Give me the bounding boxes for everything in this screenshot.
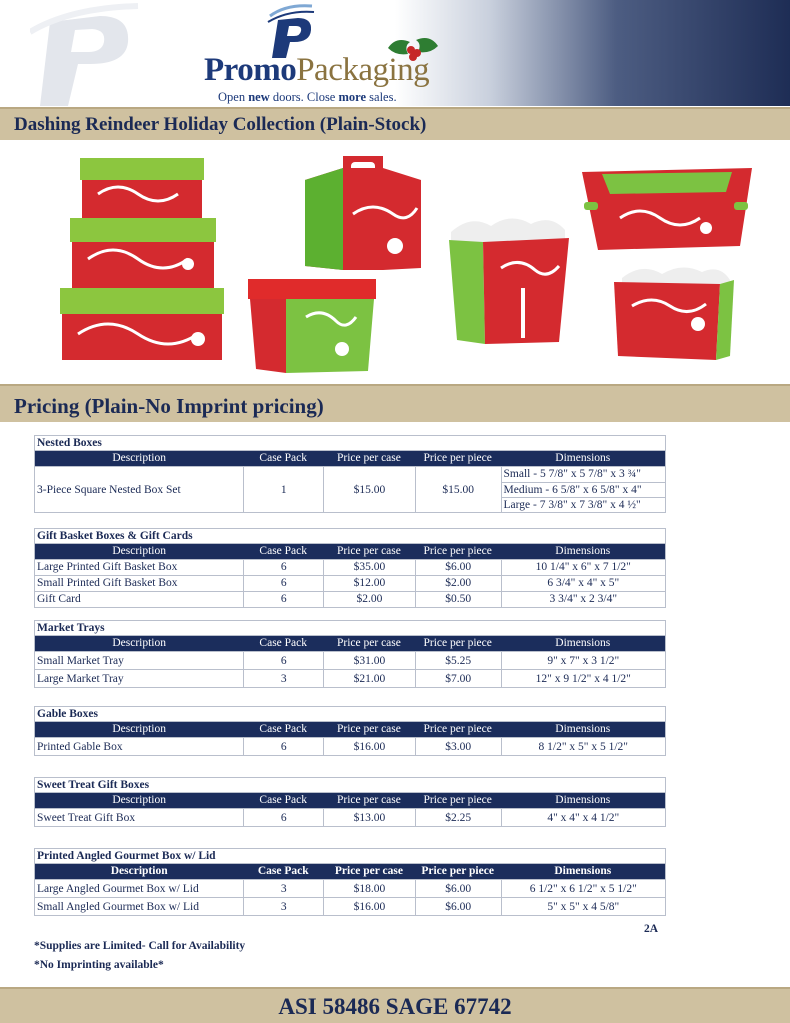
cell-price-piece: $5.25 [415, 652, 501, 669]
dim-small: Small - 5 7/8" x 5 7/8" x 3 ¾" [503, 468, 641, 480]
cell-description: 3-Piece Square Nested Box Set [37, 483, 181, 496]
col-case-pack: Case Pack [259, 545, 308, 557]
col-dimensions: Dimensions [555, 452, 611, 464]
table-header [35, 636, 665, 651]
small-gift-basket-box-image [612, 262, 736, 362]
cell-dimensions: 3 3/4" x 2 3/4" [501, 592, 665, 607]
cell-price-case: $21.00 [323, 670, 415, 687]
pricing-title: Pricing (Plain-No Imprint pricing) [14, 394, 324, 418]
nested-boxes-table [34, 435, 666, 513]
cell-price-piece: $6.00 [415, 898, 501, 915]
cell-case-pack: 6 [243, 809, 323, 826]
cell-price-piece: $6.00 [415, 880, 501, 897]
cell-price-case: $18.00 [323, 880, 415, 897]
cell-dimensions: 5" x 5" x 4 5/8" [501, 898, 665, 915]
nested-boxes-image [58, 154, 226, 362]
collection-title: Dashing Reindeer Holiday Collection (Plain-Stock) [14, 114, 427, 135]
col-description: Description [110, 865, 168, 877]
col-price-per-piece: Price per piece [423, 723, 492, 735]
cell-description: Large Market Tray [37, 673, 124, 685]
gourmet-box-table [34, 848, 666, 916]
note-no-imprint: *No Imprinting available* [34, 959, 164, 971]
cell-price-piece: $15.00 [415, 467, 501, 512]
cell-case-pack: 6 [243, 652, 323, 669]
cell-description: Small Printed Gift Basket Box [37, 577, 178, 589]
col-dimensions: Dimensions [554, 865, 612, 877]
cell-dimensions: 6 1/2" x 6 1/2" x 5 1/2" [501, 880, 665, 897]
cell-case-pack: 3 [243, 880, 323, 897]
table-header [35, 451, 665, 466]
product-photos [0, 140, 790, 384]
dim-medium: Medium - 6 5/8" x 6 5/8" x 4" [502, 482, 665, 497]
col-case-pack: Case Pack [257, 865, 309, 877]
col-price-per-piece: Price per piece [423, 452, 492, 464]
table-row [35, 897, 665, 915]
table-title: Gift Basket Boxes & Gift Cards [35, 529, 665, 544]
gable-box-image [303, 154, 423, 272]
cell-price-piece: $2.00 [415, 576, 501, 591]
gift-basket-table [34, 528, 666, 608]
cell-dimensions: 6 3/4" x 4" x 5" [501, 576, 665, 591]
table-title: Sweet Treat Gift Boxes [35, 778, 665, 793]
cell-dimensions: 12" x 9 1/2" x 4 1/2" [501, 670, 665, 687]
col-price-per-piece: Price per piece [423, 545, 492, 557]
cell-price-case: $2.00 [323, 592, 415, 607]
gable-boxes-table [34, 706, 666, 756]
col-description: Description [112, 637, 166, 649]
col-dimensions: Dimensions [555, 794, 611, 806]
cell-dimensions [501, 467, 665, 512]
col-description: Description [112, 794, 166, 806]
cell-price-case: $13.00 [323, 809, 415, 826]
table-header [35, 793, 665, 808]
col-dimensions: Dimensions [555, 723, 611, 735]
table-header [35, 544, 665, 559]
col-case-pack: Case Pack [259, 794, 308, 806]
col-description: Description [112, 545, 166, 557]
cell-dimensions: 8 1/2" x 5" x 5 1/2" [501, 738, 665, 755]
table-header [35, 722, 665, 737]
sweet-treat-box-image [246, 277, 378, 377]
col-dimensions: Dimensions [555, 545, 611, 557]
sweet-treat-table [34, 777, 666, 827]
table-row [35, 737, 665, 755]
cell-description: Small Angled Gourmet Box w/ Lid [37, 901, 199, 913]
col-price-per-piece: Price per piece [421, 865, 494, 877]
table-row [35, 651, 665, 669]
cell-price-piece: $7.00 [415, 670, 501, 687]
dim-large: Large - 7 3/8" x 7 3/8" x 4 ½" [502, 497, 665, 512]
col-price-per-case: Price per case [334, 865, 403, 877]
table-row [35, 879, 665, 897]
cell-description: Gift Card [37, 593, 81, 605]
cell-case-pack: 6 [243, 738, 323, 755]
cell-description: Printed Gable Box [37, 741, 123, 753]
note-supplies: *Supplies are Limited- Call for Availability [34, 940, 246, 952]
col-price-per-case: Price per case [337, 637, 401, 649]
cell-price-case: $15.00 [323, 467, 415, 512]
table-row [35, 669, 665, 687]
table-row [35, 575, 665, 591]
brand-tagline: Open new doors. Close more sales. [218, 90, 397, 104]
table-title: Printed Angled Gourmet Box w/ Lid [35, 849, 665, 864]
col-price-per-case: Price per case [337, 794, 401, 806]
cell-price-case: $12.00 [323, 576, 415, 591]
cell-price-case: $16.00 [323, 898, 415, 915]
cell-description: Small Market Tray [37, 655, 124, 667]
cell-price-case: $31.00 [323, 652, 415, 669]
gift-basket-box-image [445, 218, 571, 348]
col-dimensions: Dimensions [555, 637, 611, 649]
table-title: Gable Boxes [35, 707, 665, 722]
footer-codes: ASI 58486 SAGE 67742 [278, 994, 512, 1019]
cell-case-pack: 3 [243, 898, 323, 915]
table-row [35, 466, 665, 512]
cell-price-piece: $6.00 [415, 560, 501, 575]
cell-description: Large Angled Gourmet Box w/ Lid [37, 883, 199, 895]
col-price-per-piece: Price per piece [423, 637, 492, 649]
col-case-pack: Case Pack [259, 723, 308, 735]
header-banner [0, 0, 790, 106]
cell-price-piece: $3.00 [415, 738, 501, 755]
cell-dimensions: 4" x 4" x 4 1/2" [501, 809, 665, 826]
watermark-p-icon [30, 2, 140, 106]
cell-description: Large Printed Gift Basket Box [37, 561, 178, 573]
table-row [35, 808, 665, 826]
brand-logo-text: PromoPackaging [204, 52, 430, 88]
pricing-title-bar [0, 384, 790, 422]
page-code: 2A [644, 923, 659, 935]
cell-price-case: $16.00 [323, 738, 415, 755]
cell-case-pack: 3 [243, 670, 323, 687]
col-price-per-case: Price per case [337, 452, 401, 464]
market-tray-image [580, 162, 754, 252]
footer-bar [0, 987, 790, 1023]
cell-price-piece: $0.50 [415, 592, 501, 607]
col-price-per-case: Price per case [337, 723, 401, 735]
col-price-per-case: Price per case [337, 545, 401, 557]
cell-dimensions: 10 1/4" x 6" x 7 1/2" [501, 560, 665, 575]
cell-price-case: $35.00 [323, 560, 415, 575]
collection-title-bar [0, 107, 790, 140]
table-title: Nested Boxes [35, 436, 665, 451]
cell-description: Sweet Treat Gift Box [37, 812, 136, 824]
table-title: Market Trays [35, 621, 665, 636]
col-case-pack: Case Pack [259, 637, 308, 649]
cell-case-pack: 6 [243, 592, 323, 607]
table-header [35, 864, 665, 879]
col-case-pack: Case Pack [259, 452, 308, 464]
col-description: Description [112, 452, 166, 464]
cell-case-pack: 6 [243, 560, 323, 575]
cell-price-piece: $2.25 [415, 809, 501, 826]
cell-case-pack: 1 [243, 467, 323, 512]
col-price-per-piece: Price per piece [423, 794, 492, 806]
cell-case-pack: 6 [243, 576, 323, 591]
table-row [35, 591, 665, 607]
table-row [35, 559, 665, 575]
cell-dimensions: 9" x 7" x 3 1/2" [501, 652, 665, 669]
market-trays-table [34, 620, 666, 688]
col-description: Description [112, 723, 166, 735]
